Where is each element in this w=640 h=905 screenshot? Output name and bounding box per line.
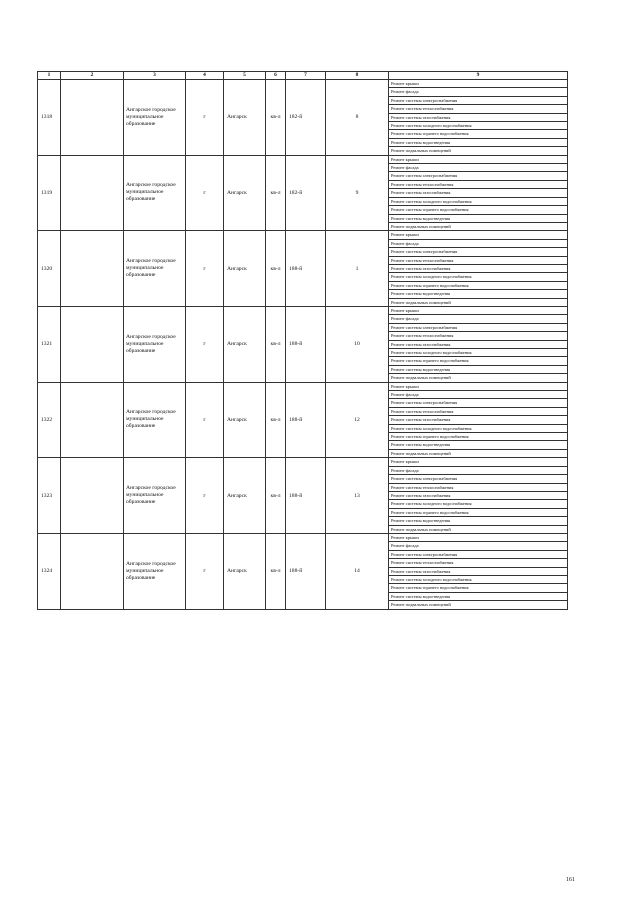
column-header-7: 7 (286, 72, 326, 80)
municipality-name: Ангарское городское муниципальное образование (124, 80, 186, 156)
column-2-cell (61, 533, 124, 609)
repair-work-item: Ремонт системы электроснабжения (389, 248, 568, 256)
repair-work-item: Ремонт системы холодного водоснабжения (389, 424, 568, 432)
page-number: 161 (566, 877, 575, 883)
repair-work-item: Ремонт системы газоснабжения (389, 264, 568, 272)
municipality-name: Ангарское городское муниципальное образование (124, 306, 186, 382)
repair-work-item: Ремонт системы газоснабжения (389, 189, 568, 197)
block-number: 182-й (286, 155, 326, 231)
repair-work-item: Ремонт системы электроснабжения (389, 475, 568, 483)
column-2-cell (61, 155, 124, 231)
record-number: 1322 (38, 382, 61, 458)
district-type: кв-л (266, 231, 286, 307)
repair-work-item: Ремонт системы теплоснабжения (389, 559, 568, 567)
table-row (38, 231, 568, 239)
column-2-cell (61, 306, 124, 382)
city-name: Ангарск (224, 231, 266, 307)
record-number: 1323 (38, 458, 61, 534)
repair-work-item: Ремонт системы горячего водоснабжения (389, 357, 568, 365)
block-number: 188-й (286, 382, 326, 458)
record-number: 1318 (38, 80, 61, 156)
repair-work-item: Ремонт системы теплоснабжения (389, 332, 568, 340)
column-2-cell (61, 80, 124, 156)
district-type: кв-л (266, 80, 286, 156)
repair-work-item: Ремонт системы холодного водоснабжения (389, 500, 568, 508)
city-name: Ангарск (224, 458, 266, 534)
house-number: 14 (326, 533, 389, 609)
repair-work-item: Ремонт подвальных помещений (389, 601, 568, 609)
district-type: кв-л (266, 458, 286, 534)
repair-work-item: Ремонт фасада (389, 239, 568, 247)
table-row (38, 80, 568, 88)
district-type: кв-л (266, 533, 286, 609)
block-number: 182-й (286, 80, 326, 156)
repair-work-item: Ремонт системы холодного водоснабжения (389, 122, 568, 130)
column-header-4: 4 (186, 72, 224, 80)
column-2-cell (61, 458, 124, 534)
municipality-name: Ангарское городское муниципальное образование (124, 155, 186, 231)
district-type: кв-л (266, 306, 286, 382)
repair-work-item: Ремонт фасада (389, 391, 568, 399)
repair-work-item: Ремонт системы водоотведения (389, 290, 568, 298)
district-type: кв-л (266, 382, 286, 458)
repair-work-item: Ремонт системы водоотведения (389, 138, 568, 146)
block-number: 188-й (286, 533, 326, 609)
repair-work-item: Ремонт подвальных помещений (389, 147, 568, 155)
repair-work-item: Ремонт системы горячего водоснабжения (389, 281, 568, 289)
city-name: Ангарск (224, 80, 266, 156)
house-number: 12 (326, 382, 389, 458)
house-number: 10 (326, 306, 389, 382)
repair-work-item: Ремонт системы теплоснабжения (389, 256, 568, 264)
column-header-5: 5 (224, 72, 266, 80)
repair-work-item: Ремонт системы холодного водоснабжения (389, 273, 568, 281)
repair-work-item: Ремонт системы горячего водоснабжения (389, 584, 568, 592)
repair-work-item: Ремонт крыши (389, 306, 568, 314)
repair-work-item: Ремонт подвальных помещений (389, 374, 568, 382)
repair-work-item: Ремонт системы водоотведения (389, 441, 568, 449)
repair-work-item: Ремонт крыши (389, 231, 568, 239)
house-number: 9 (326, 155, 389, 231)
repair-work-item: Ремонт системы теплоснабжения (389, 483, 568, 491)
municipality-name: Ангарское городское муниципальное образование (124, 533, 186, 609)
repair-work-item: Ремонт системы холодного водоснабжения (389, 197, 568, 205)
repair-work-item: Ремонт системы электроснабжения (389, 399, 568, 407)
repair-work-item: Ремонт фасада (389, 164, 568, 172)
repair-work-item: Ремонт фасада (389, 466, 568, 474)
column-header-2: 2 (61, 72, 124, 80)
city-name: Ангарск (224, 155, 266, 231)
repair-work-item: Ремонт системы водоотведения (389, 517, 568, 525)
settlement-type: г (186, 458, 224, 534)
house-number: 1 (326, 231, 389, 307)
table-row (38, 155, 568, 163)
settlement-type: г (186, 533, 224, 609)
city-name: Ангарск (224, 306, 266, 382)
repair-work-item: Ремонт системы горячего водоснабжения (389, 433, 568, 441)
repair-work-item: Ремонт системы теплоснабжения (389, 105, 568, 113)
house-number: 8 (326, 80, 389, 156)
table-row (38, 382, 568, 390)
block-number: 188-й (286, 231, 326, 307)
repair-work-item: Ремонт системы холодного водоснабжения (389, 349, 568, 357)
repair-work-item: Ремонт подвальных помещений (389, 298, 568, 306)
repair-work-item: Ремонт системы горячего водоснабжения (389, 130, 568, 138)
column-header-1: 1 (38, 72, 61, 80)
municipality-name: Ангарское городское муниципальное образование (124, 458, 186, 534)
repair-work-item: Ремонт системы горячего водоснабжения (389, 206, 568, 214)
header-row (38, 72, 568, 80)
repair-work-item: Ремонт системы электроснабжения (389, 323, 568, 331)
repair-work-item: Ремонт системы газоснабжения (389, 113, 568, 121)
column-header-3: 3 (124, 72, 186, 80)
settlement-type: г (186, 382, 224, 458)
city-name: Ангарск (224, 533, 266, 609)
city-name: Ангарск (224, 382, 266, 458)
block-number: 188-й (286, 306, 326, 382)
table-row (38, 306, 568, 314)
repair-work-item: Ремонт системы водоотведения (389, 365, 568, 373)
repair-work-item: Ремонт фасада (389, 88, 568, 96)
column-2-cell (61, 382, 124, 458)
table-row (38, 533, 568, 541)
repair-work-item: Ремонт крыши (389, 155, 568, 163)
block-number: 188-й (286, 458, 326, 534)
repair-work-item: Ремонт системы газоснабжения (389, 491, 568, 499)
repair-work-item: Ремонт системы водоотведения (389, 214, 568, 222)
column-header-9: 9 (389, 72, 568, 80)
column-header-6: 6 (266, 72, 286, 80)
repair-work-item: Ремонт системы холодного водоснабжения (389, 575, 568, 583)
record-number: 1319 (38, 155, 61, 231)
repair-work-item: Ремонт системы газоснабжения (389, 567, 568, 575)
repair-work-item: Ремонт подвальных помещений (389, 449, 568, 457)
repair-work-item: Ремонт системы электроснабжения (389, 172, 568, 180)
repair-work-item: Ремонт системы теплоснабжения (389, 180, 568, 188)
repair-work-item: Ремонт системы электроснабжения (389, 96, 568, 104)
repair-work-item: Ремонт крыши (389, 533, 568, 541)
house-number: 13 (326, 458, 389, 534)
settlement-type: г (186, 155, 224, 231)
repair-work-item: Ремонт фасада (389, 315, 568, 323)
settlement-type: г (186, 306, 224, 382)
repair-work-item: Ремонт крыши (389, 382, 568, 390)
repair-work-item: Ремонт фасада (389, 542, 568, 550)
record-number: 1324 (38, 533, 61, 609)
settlement-type: г (186, 231, 224, 307)
record-number: 1321 (38, 306, 61, 382)
repair-work-item: Ремонт подвальных помещений (389, 222, 568, 230)
repair-work-item: Ремонт системы газоснабжения (389, 416, 568, 424)
municipality-name: Ангарское городское муниципальное образование (124, 231, 186, 307)
record-number: 1320 (38, 231, 61, 307)
district-type: кв-л (266, 155, 286, 231)
settlement-type: г (186, 80, 224, 156)
repair-work-item: Ремонт системы электроснабжения (389, 550, 568, 558)
document-table (37, 71, 568, 610)
column-header-8: 8 (326, 72, 389, 80)
repair-work-item: Ремонт системы водоотведения (389, 592, 568, 600)
repair-work-item: Ремонт системы газоснабжения (389, 340, 568, 348)
repair-work-item: Ремонт подвальных помещений (389, 525, 568, 533)
column-2-cell (61, 231, 124, 307)
table-row (38, 458, 568, 466)
municipality-name: Ангарское городское муниципальное образование (124, 382, 186, 458)
repair-work-item: Ремонт системы теплоснабжения (389, 407, 568, 415)
table-body (38, 80, 568, 610)
repair-work-item: Ремонт крыши (389, 458, 568, 466)
repair-work-item: Ремонт крыши (389, 80, 568, 88)
repair-work-item: Ремонт системы горячего водоснабжения (389, 508, 568, 516)
